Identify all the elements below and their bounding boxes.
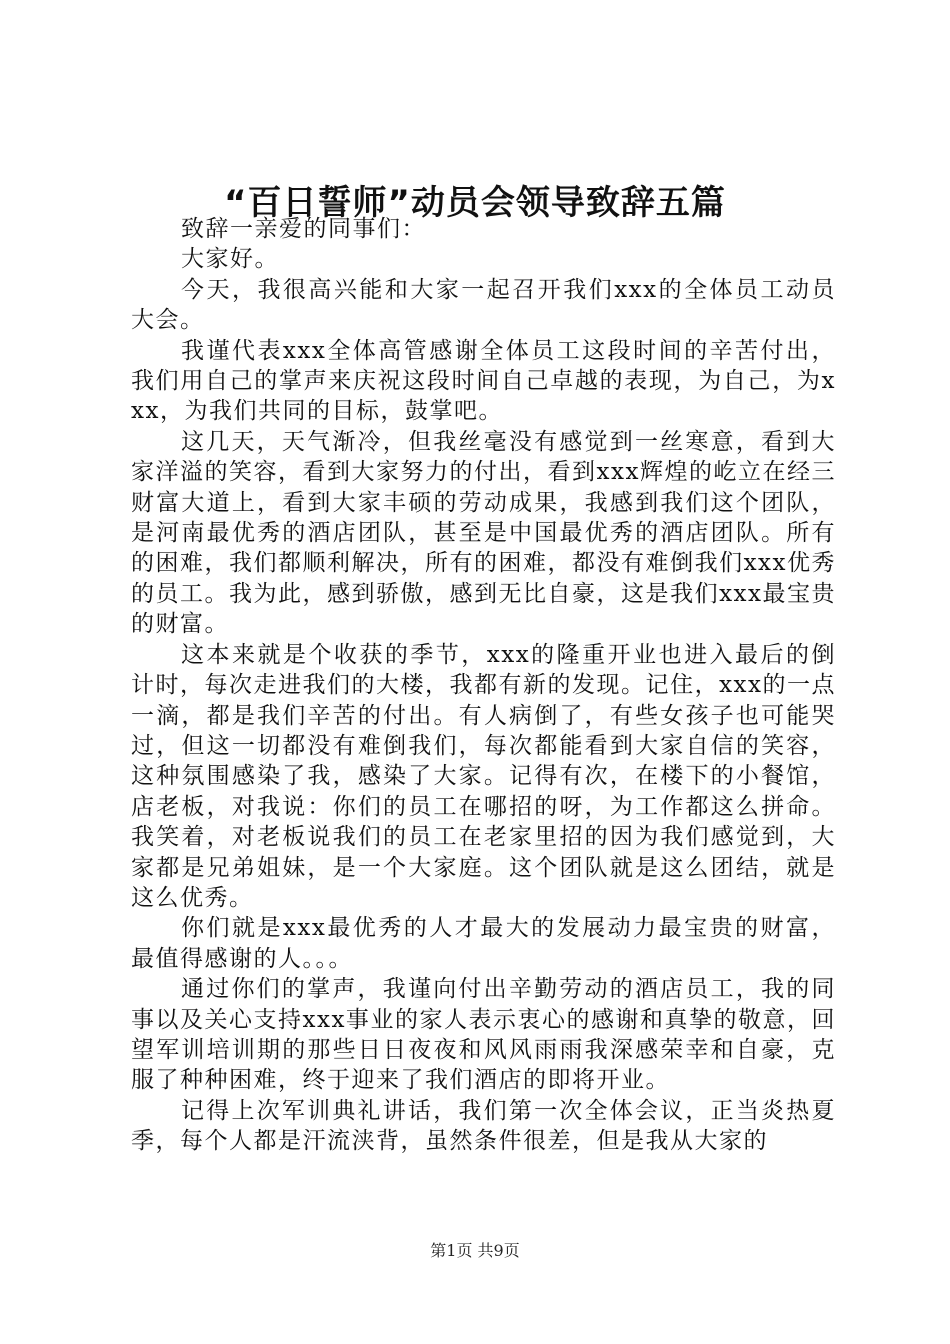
paragraph: 致辞一亲爱的同事们：: [181, 216, 426, 242]
page-number-footer: 第1页 共9页: [430, 1241, 520, 1260]
paragraph: 记得上次军训典礼讲话，我们第一次全体会议，正当炎热夏季，每个人都是汗流浃背，虽然条件很差，但是我从大家的: [131, 1097, 836, 1155]
paragraph: 通过你们的掌声，我谨向付出辛勤劳动的酒店员工，我的同事以及关心支持xxx事业的家人表示衷心的感谢和真挚的敬意，回望军训培训期的那些日日夜夜和风风雨雨我深感荣幸和自豪，克服了种种困难，终于迎来了我们酒店的即将开业。: [131, 976, 836, 1094]
paragraph: 这几天，天气渐冷，但我丝毫没有感觉到一丝寒意，看到大家洋溢的笑容，看到大家努力的付出，看到xxx辉煌的屹立在经三财富大道上，看到大家丰硕的劳动成果，我感到我们这个团队，是河南最优秀的酒店团队，甚至是中国最优秀的酒店团队。所有的困难，我们都顺利解决，所有的困难，都没有难倒我们xxx优秀的员工。我为此，感到骄傲，感到无比自豪，这是我们xxx最宝贵的财富。: [131, 428, 836, 638]
document-body: [131, 214, 836, 1157]
paragraph: 大家好。: [181, 246, 279, 273]
paragraph: 我谨代表xxx全体高管感谢全体员工这段时间的辛苦付出，我们用自己的掌声来庆祝这段时间自己卓越的表现，为自己，为xxx，为我们共同的目标，鼓掌吧。: [131, 337, 836, 425]
paragraph: 今天，我很高兴能和大家一起召开我们xxx的全体员工动员大会。: [131, 276, 836, 334]
paragraph: 你们就是xxx最优秀的人才最大的发展动力最宝贵的财富，最值得感谢的人。。。: [131, 915, 836, 972]
paragraph: 这本来就是个收获的季节，xxx的隆重开业也进入最后的倒计时，每次走进我们的大楼，我都有新的发现。记住，xxx的一点一滴，都是我们辛苦的付出。有人病倒了，有些女孩子也可能哭过，但这一切都没有难倒我们，每次都能看到大家自信的笑容，这种氛围感染了我，感染了大家。记得有次，在楼下的小餐馆，店老板，对我说：你们的员工在哪招的呀，为工作都这么拼命。我笑着，对老板说我们的员工在老家里招的因为我们感觉到，大家都是兄弟姐妹，是一个大家庭。这个团队就是这么团结，就是这么优秀。: [131, 641, 836, 911]
document-title: “百日誓师”动员会领导致辞五篇: [224, 183, 726, 223]
